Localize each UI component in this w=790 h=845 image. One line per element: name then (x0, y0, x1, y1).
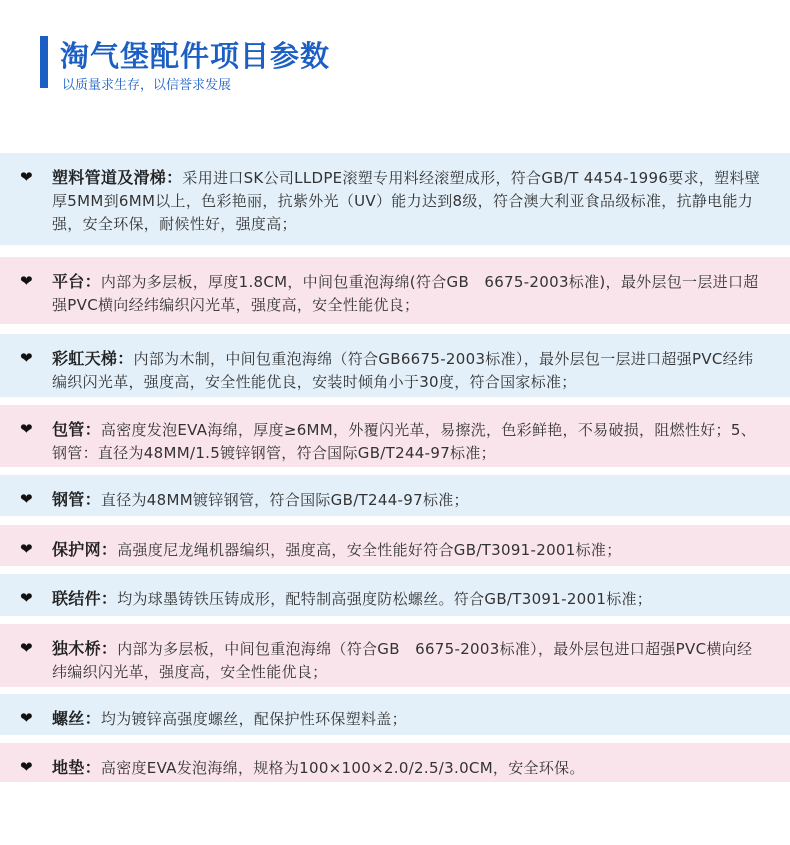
param-text: 均为球墨铸铁压铸成形，配特制高强度防松螺丝。符合GB/T3091-2001标准； (117, 590, 653, 608)
param-label: 地垫： (52, 758, 101, 777)
param-row-rainbow-ladder (0, 334, 790, 397)
heart-icon: ❤ (20, 709, 33, 727)
param-label: 彩虹天梯： (52, 349, 134, 368)
heart-icon: ❤ (20, 168, 33, 186)
param-text: 内部为多层板，中间包重泡海绵（符合GB 6675-2003标准），最外层包进口超强PVC横向经纬编织闪光革，强度高，安全性能优良； (52, 640, 753, 681)
param-label: 螺丝： (52, 709, 101, 728)
param-text: 采用进口SK公司LLDPE滚塑专用料经滚塑成形，符合GB/T 4454-1996要求，塑料壁厚5MM到6MM以上，色彩艳丽，抗紫外光（UV）能力达到8级，符合澳大利亚食品级标准，抗静电能力强，安全环保，耐候性好，强度高； (52, 169, 761, 233)
heart-icon: ❤ (20, 272, 33, 290)
param-text: 高强度尼龙绳机器编织，强度高，安全性能好符合GB/T3091-2001标准； (117, 541, 622, 559)
param-row-floor-mat (0, 743, 790, 782)
param-row-steel-pipe (0, 475, 790, 516)
parameter-list (0, 153, 790, 782)
page-subtitle: 以质量求生存，以信誉求发展 (62, 78, 232, 93)
param-label: 塑料管道及滑梯： (52, 168, 183, 187)
param-label: 钢管： (52, 490, 101, 509)
page-title: 淘气堡配件项目参数 (60, 39, 331, 73)
param-row-pipe-cover (0, 405, 790, 467)
param-text: 高密度发泡EVA海绵，厚度≥6MM，外覆闪光革，易擦洗，色彩鲜艳，不易破损，阻燃性好；5、钢管：直径为48MM/1.5镀锌钢管，符合国际GB/T244-97标准； (52, 421, 756, 462)
param-label: 保护网： (52, 540, 118, 559)
accent-bar (40, 36, 48, 88)
param-text: 内部为木制，中间包重泡海绵（符合GB6675-2003标准），最外层包一层进口超强PVC经纬编织闪光革，强度高，安全性能优良，安装时倾角小于30度，符合国家标准； (52, 350, 754, 391)
param-row-plastic-slide (0, 153, 790, 245)
heart-icon: ❤ (20, 639, 33, 657)
heart-icon: ❤ (20, 349, 33, 367)
param-row-screws (0, 694, 790, 735)
param-row-connectors (0, 574, 790, 616)
param-text: 内部为多层板，厚度1.8CM，中间包重泡海绵(符合GB 6675-2003标准)，最外层包一层进口超强PVC横向经纬编织闪光革，强度高，安全性能优良； (52, 273, 759, 314)
param-row-safety-net (0, 525, 790, 566)
heart-icon: ❤ (20, 420, 33, 438)
param-text: 直径为48MM镀锌钢管，符合国际GB/T244-97标准； (100, 491, 469, 509)
param-row-balance-bridge (0, 624, 790, 687)
heart-icon: ❤ (20, 589, 33, 607)
heart-icon: ❤ (20, 758, 33, 776)
param-label: 联结件： (52, 589, 118, 608)
param-label: 独木桥： (52, 639, 118, 658)
heart-icon: ❤ (20, 540, 33, 558)
param-label: 平台： (52, 272, 101, 291)
param-label: 包管： (52, 420, 101, 439)
param-text: 高密度EVA发泡海绵，规格为100×100×2.0/2.5/3.0CM，安全环保。 (100, 759, 585, 777)
param-text: 均为镀锌高强度螺丝，配保护性环保塑料盖； (100, 710, 407, 728)
param-row-platform (0, 257, 790, 324)
heart-icon: ❤ (20, 490, 33, 508)
